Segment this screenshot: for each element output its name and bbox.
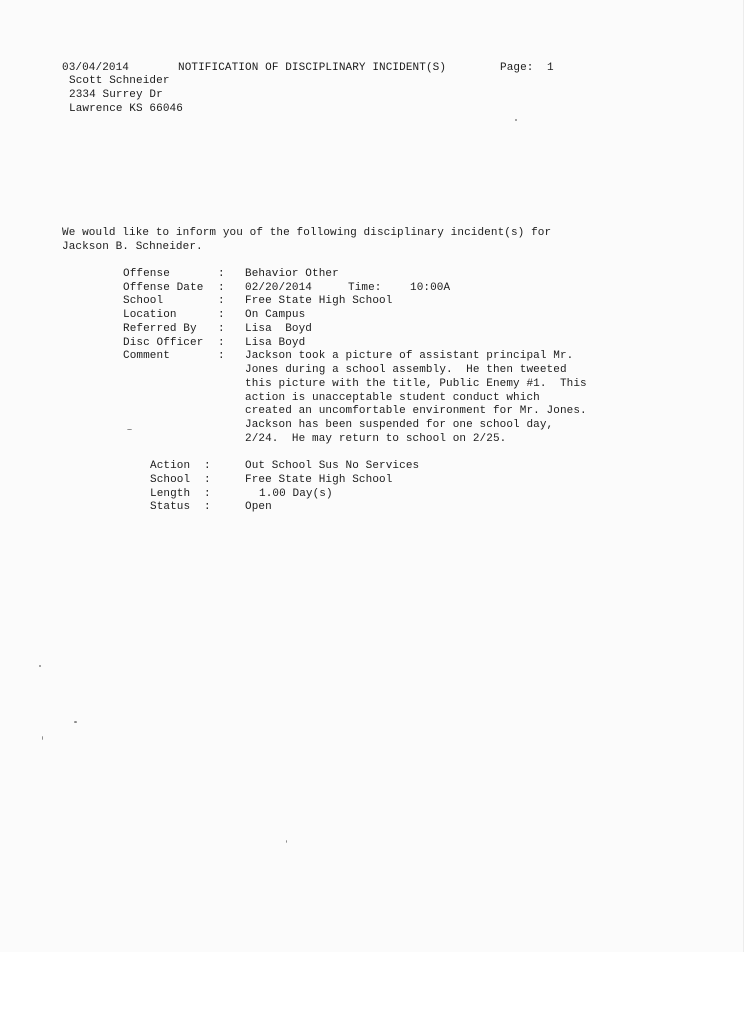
referred-by-label: Referred By [123,323,197,335]
notice-date: 03/04/2014 [62,62,130,74]
school-value: Free State High School [245,295,393,307]
comment-line: 2/24. He may return to school on 2/25. [245,433,507,445]
separator: : [218,282,225,294]
action-school-value: Free State High School [245,474,393,486]
comment-line: Jackson took a picture of assistant principal Mr. [245,350,574,362]
offense-date-value: 02/20/2014 [245,282,313,294]
scan-speck [39,665,41,667]
separator: : [218,323,225,335]
recipient-name: Scott Schneider [69,75,170,87]
length-label: Length [150,488,191,500]
separator: : [204,488,211,500]
separator: : [218,268,225,280]
page-label: Page: [500,62,534,74]
scan-speck [74,721,77,723]
referred-by-value: Lisa Boyd [245,323,313,335]
offense-value: Behavior Other [245,268,339,280]
scan-speck [42,736,43,740]
time-value: 10:00A [410,282,451,294]
disc-officer-value: Lisa Boyd [245,337,306,349]
comment-line: action is unacceptable student conduct which [245,392,540,404]
separator: : [204,474,211,486]
comment-line: Jackson has been suspended for one school day, [245,419,554,431]
scan-speck [127,429,132,430]
offense-date-label: Offense Date [123,282,204,294]
notice-title: NOTIFICATION OF DISCIPLINARY INCIDENT(S) [178,62,447,74]
page-number: 1 [547,62,554,74]
comment-line: Jones during a school assembly. He then tweeted [245,364,567,376]
action-value: Out School Sus No Services [245,460,420,472]
separator: : [218,295,225,307]
status-label: Status [150,501,191,513]
comment-label: Comment [123,350,170,362]
intro-line-2: Jackson B. Schneider. [62,241,203,253]
comment-line: this picture with the title, Public Enemy #1. This [245,378,587,390]
page-margin [0,952,744,1024]
offense-label: Offense [123,268,170,280]
school-label: School [123,295,164,307]
action-label: Action [150,460,191,472]
comment-line: created an uncomfortable environment for Mr. Jones. [245,405,587,417]
scan-speck [286,840,287,843]
recipient-street: 2334 Surrey Dr [69,89,163,101]
intro-line-1: We would like to inform you of the following disciplinary incident(s) for [62,227,552,239]
scan-speck [515,119,517,121]
length-value: 1.00 Day(s) [259,488,333,500]
location-label: Location [123,309,177,321]
recipient-city-state-zip: Lawrence KS 66046 [69,103,183,115]
separator: : [218,350,225,362]
location-value: On Campus [245,309,306,321]
separator: : [218,309,225,321]
action-school-label: School [150,474,191,486]
separator: : [218,337,225,349]
separator: : [204,501,211,513]
time-label: Time: [348,282,382,294]
status-value: Open [245,501,272,513]
disc-officer-label: Disc Officer [123,337,204,349]
separator: : [204,460,211,472]
